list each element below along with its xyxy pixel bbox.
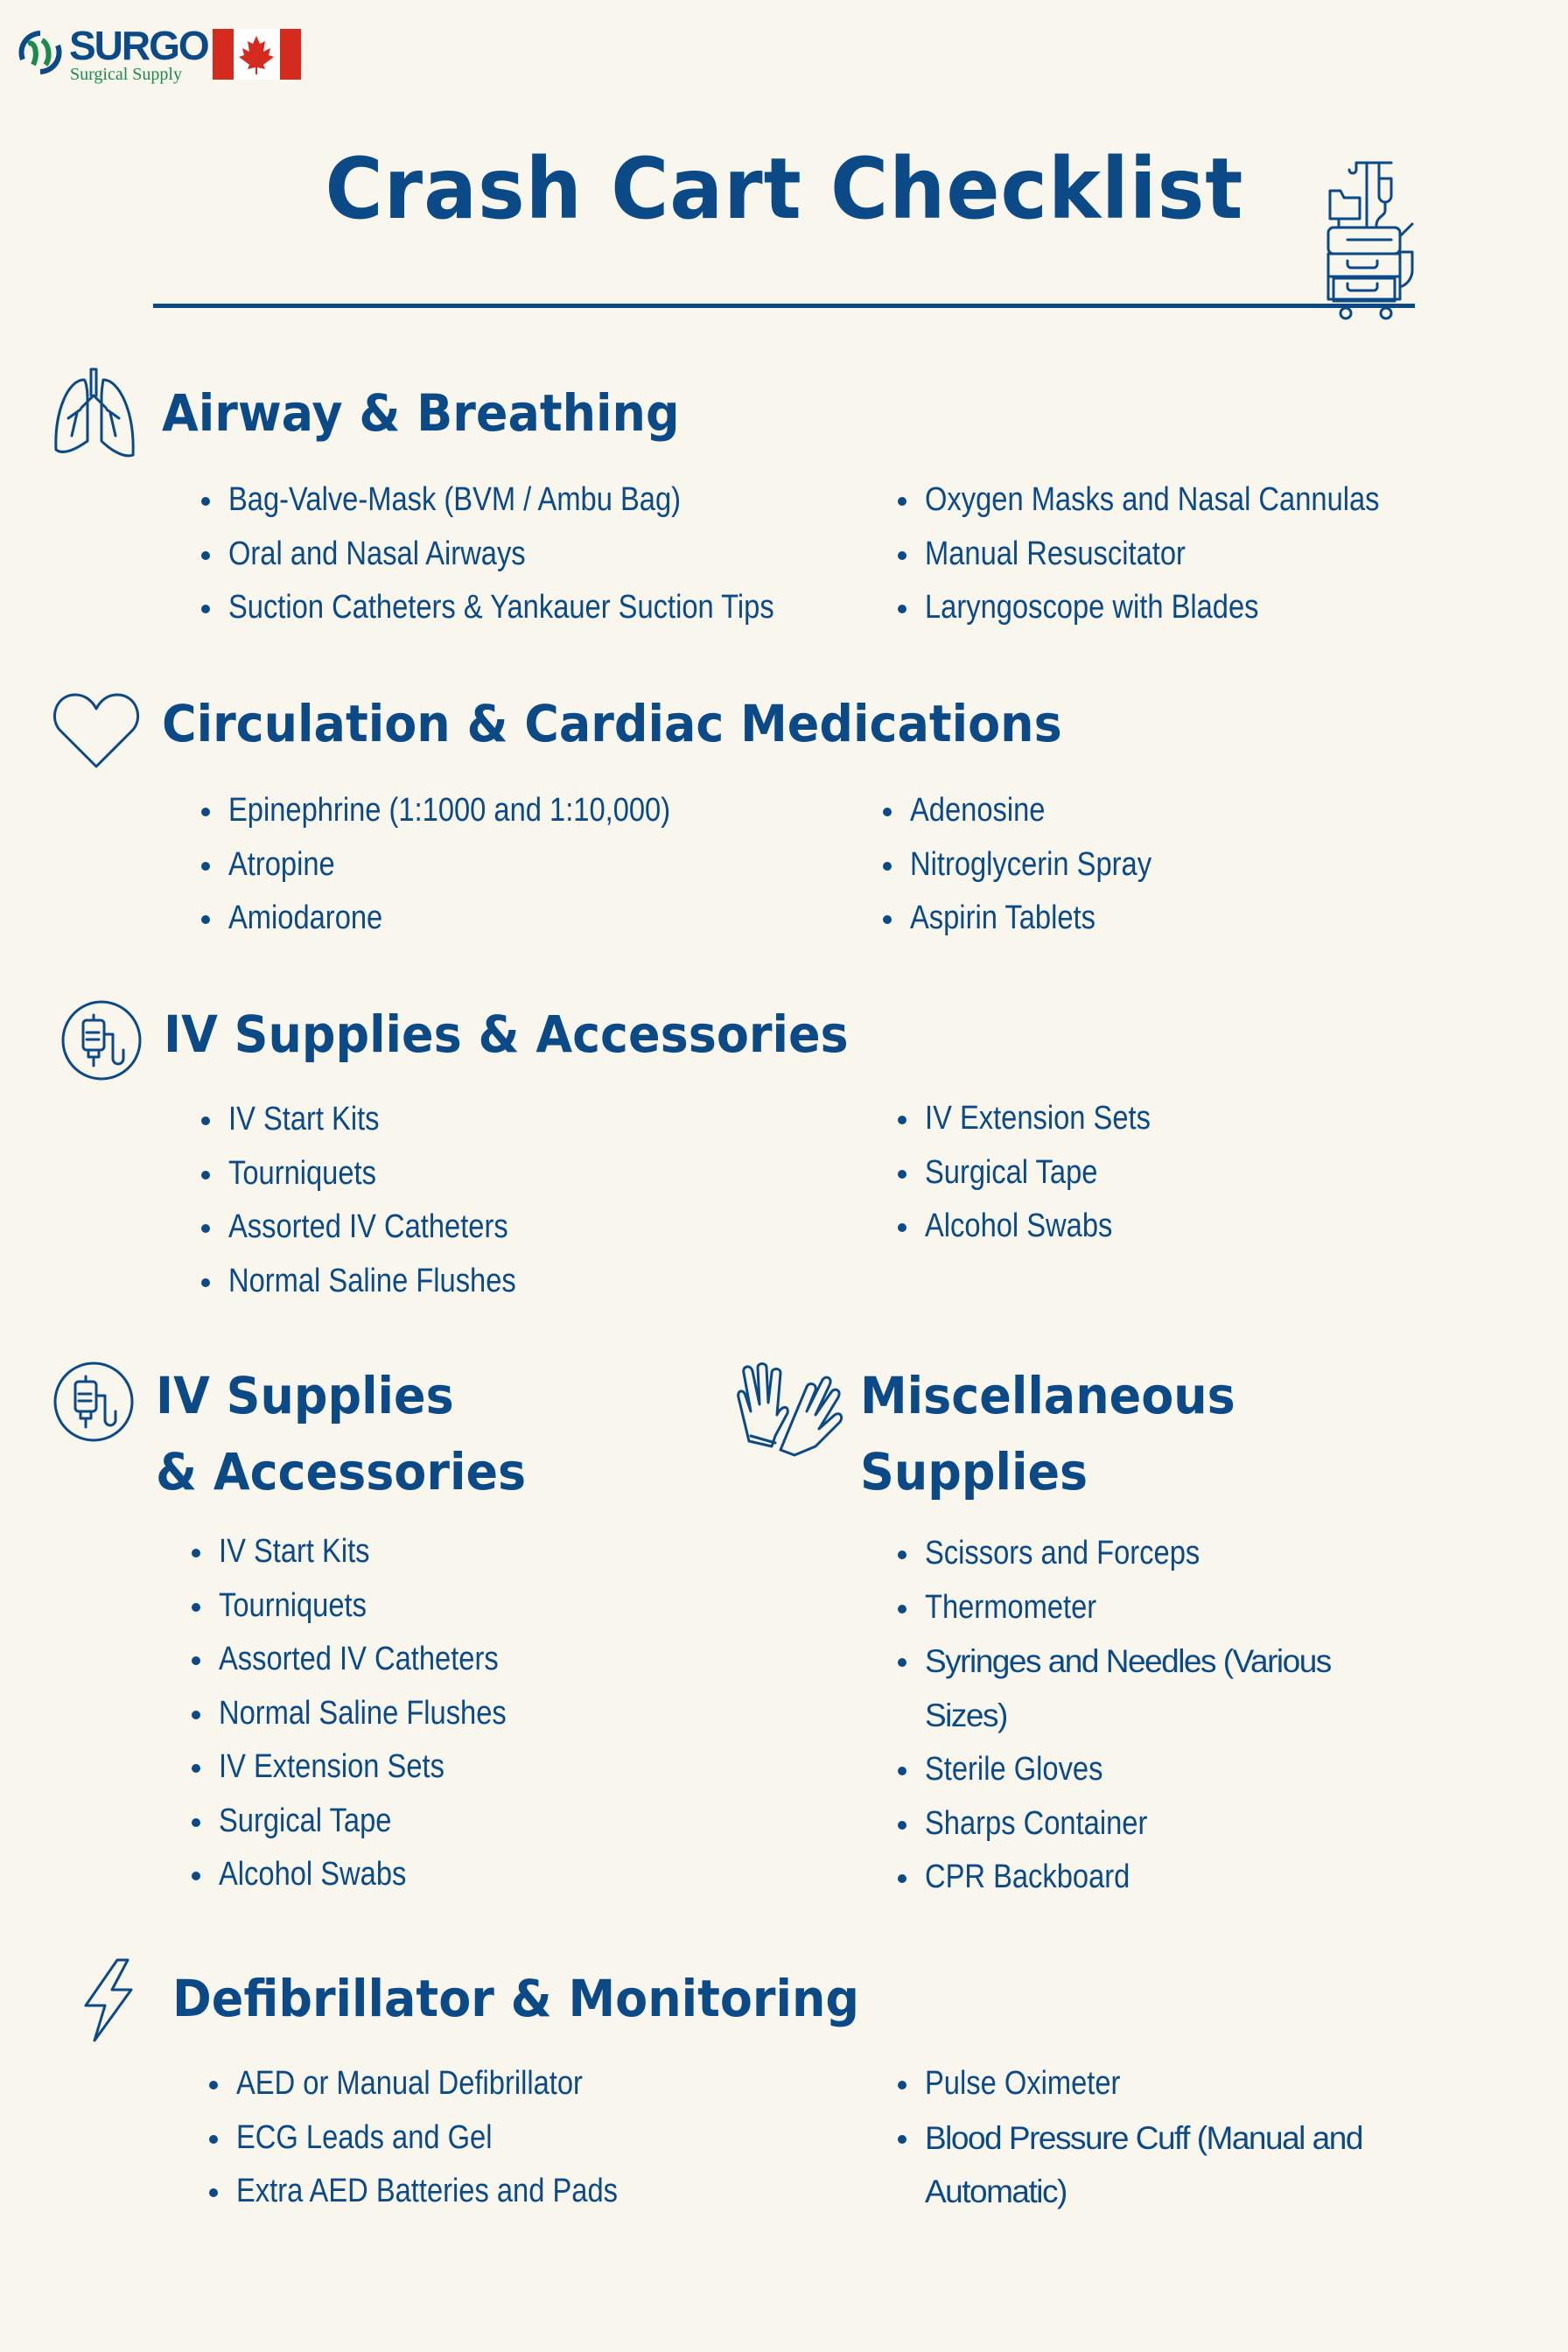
iv-list-2 [192,1525,553,1902]
list-item: Normal Saline Flushes [202,1255,563,1309]
list-item: Normal Saline Flushes [192,1687,553,1741]
section-heading-airway: Airway & Breathing [162,383,680,443]
list-item: IV Start Kits [202,1093,563,1147]
list-item: CPR Backboard [899,1851,1380,1905]
list-item: IV Extension Sets [899,1092,1187,1146]
brand-tagline: Surgical Supply [70,65,182,84]
lightning-icon [82,1958,135,2042]
list-item: Atropine [202,838,742,892]
list-item: Epinephrine (1:1000 and 1:10,000) [202,784,742,838]
page-title: Crash Cart Checklist [325,140,1243,238]
list-item: Suction Catheters & Yankauer Suction Tips [202,581,863,635]
section-heading-iv: IV Supplies & Accessories [164,1004,849,1064]
lungs-icon [51,368,138,460]
list-item: Nitroglycerin Spray [884,838,1191,892]
list-item: Scissors and Forceps [899,1527,1380,1581]
list-item: Alcohol Swabs [899,1200,1187,1254]
misc-list [899,1527,1380,1905]
list-item: IV Extension Sets [192,1740,553,1795]
list-item: Oral and Nasal Airways [202,528,863,582]
list-item: Adenosine [884,784,1191,838]
title-divider [153,304,1415,308]
list-item: IV Start Kits [192,1525,553,1579]
canada-flag-icon [213,29,301,80]
list-item: Thermometer [899,1581,1380,1635]
list-item: Manual Resuscitator [899,528,1453,582]
iv-list-left [202,1093,563,1308]
list-item: AED or Manual Defibrillator [210,2057,680,2111]
list-item: Blood Pressure Cuff (Manual and Automatic) [899,2111,1380,2220]
circulation-list-left [202,784,742,946]
list-item: Sterile Gloves [899,1743,1380,1797]
list-item: Surgical Tape [899,1146,1187,1200]
list-item: Tourniquets [192,1579,553,1634]
iv-bag-icon [60,999,143,1082]
section-heading-misc: Miscellaneous [860,1366,1236,1425]
list-item: Pulse Oximeter [899,2057,1380,2111]
list-item: Extra AED Batteries and Pads [210,2165,680,2219]
section-heading-iv-2-line2: & Accessories [156,1442,527,1502]
list-item: Aspirin Tablets [884,892,1191,946]
circulation-list-right [884,784,1191,946]
list-item: Laryngoscope with Blades [899,581,1453,635]
list-item: Alcohol Swabs [192,1848,553,1902]
surgo-logo-icon [18,30,63,75]
heart-icon [52,691,140,770]
iv-list-right [899,1092,1187,1254]
section-heading-iv-2: IV Supplies [156,1366,454,1425]
list-item: Bag-Valve-Mask (BVM / Ambu Bag) [202,473,863,528]
section-heading-circulation: Circulation & Cardiac Medications [162,694,1062,753]
airway-list-left [202,473,863,635]
defib-list-right [899,2057,1380,2220]
defib-list-left [210,2057,680,2219]
list-item: ECG Leads and Gel [210,2111,680,2166]
list-item: Sharps Container [899,1797,1380,1852]
list-item: Assorted IV Catheters [202,1200,563,1255]
list-item: Syringes and Needles (Various Sizes) [899,1634,1380,1743]
iv-bag-icon [52,1361,135,1443]
list-item: Oxygen Masks and Nasal Cannulas [899,473,1453,528]
section-heading-defib: Defibrillator & Monitoring [172,1969,860,2028]
crash-cart-icon [1321,156,1418,304]
brand-name: SURGO [69,23,208,68]
list-item: Tourniquets [202,1147,563,1201]
section-heading-misc-line2: Supplies [860,1442,1088,1502]
airway-list-right [899,473,1453,635]
list-item: Amiodarone [202,892,742,946]
list-item: Surgical Tape [192,1795,553,1849]
list-item: Assorted IV Catheters [192,1633,553,1687]
gloves-icon [732,1362,845,1457]
